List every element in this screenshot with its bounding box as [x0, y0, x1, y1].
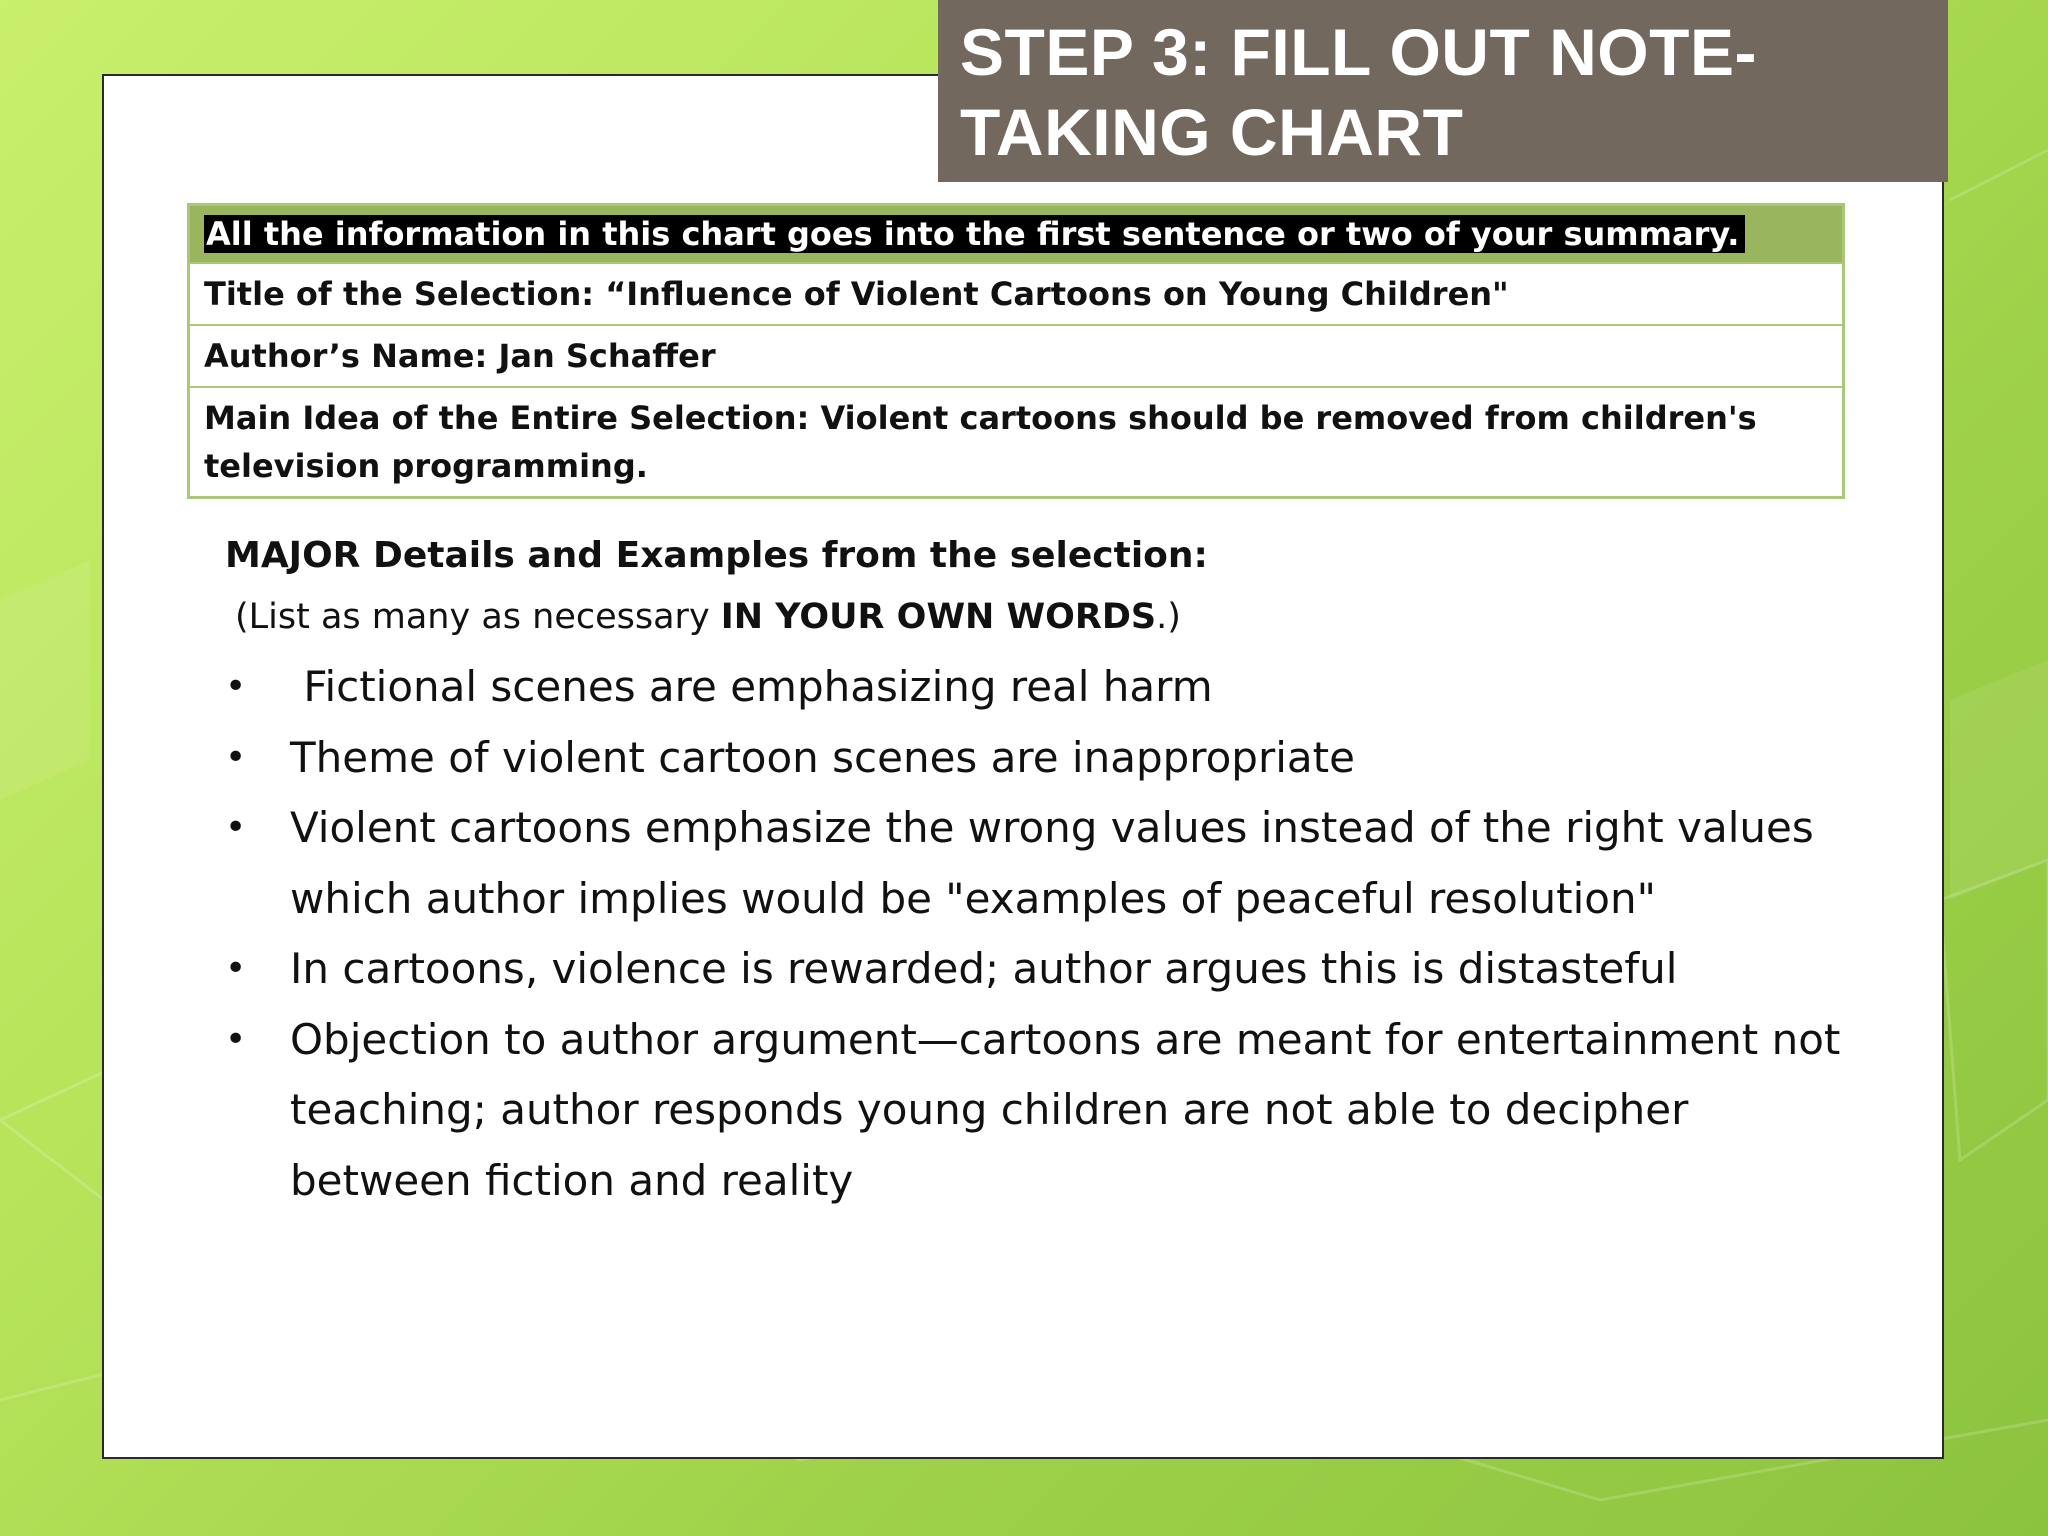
- list-item: [225, 934, 1865, 1005]
- list-item: [225, 723, 1865, 794]
- major-details-section: [225, 526, 1865, 1216]
- list-item-text: Objection to author argument—cartoons are meant for entertainment not teaching; author responds young children are not able to decipher between fiction and reality: [290, 1014, 1841, 1205]
- details-instructions-suffix: .): [1156, 597, 1181, 637]
- bullet-icon: •: [225, 666, 247, 707]
- slide-title-line-1: STEP 3: FILL OUT NOTE-: [960, 15, 1757, 89]
- chart-header-row: [190, 206, 1842, 264]
- details-bullet-list: [225, 652, 1865, 1216]
- bullet-icon: •: [225, 736, 247, 778]
- chart-author-row: Author’s Name: Jan Schaffer: [190, 326, 1842, 388]
- list-item-text: In cartoons, violence is rewarded; author argues this is distasteful: [290, 944, 1678, 993]
- list-item-text: Violent cartoons emphasize the wrong values instead of the right values which author implies would be "examples of peaceful resolution": [290, 803, 1814, 923]
- bullet-icon: •: [225, 807, 247, 848]
- chart-title-row: Title of the Selection: “Influence of Violent Cartoons on Young Children": [190, 264, 1842, 326]
- list-item-text: Fictional scenes are emphasizing real harm: [290, 662, 1213, 711]
- details-heading: MAJOR Details and Examples from the selection:: [225, 535, 1208, 576]
- details-instructions-emphasis: IN YOUR OWN WORDS: [720, 597, 1157, 637]
- list-item: [225, 652, 1865, 723]
- slide-title-line-2: TAKING CHART: [960, 95, 1464, 169]
- list-item: [225, 793, 1865, 934]
- bullet-icon: •: [225, 948, 247, 989]
- list-item: [225, 1005, 1865, 1217]
- chart-main-idea-row: Main Idea of the Entire Selection: Violent cartoons should be removed from children's television programming.: [204, 399, 1757, 485]
- details-instructions: [235, 586, 1865, 648]
- chart-header-text: All the information in this chart goes into the first sentence or two of your summary.: [204, 215, 1745, 253]
- list-item-text: Theme of violent cartoon scenes are inappropriate: [290, 732, 1355, 782]
- title-box: [938, 0, 1948, 182]
- bullet-icon: •: [225, 1018, 247, 1060]
- details-instructions-prefix: (List as many as necessary: [235, 597, 721, 637]
- note-taking-chart: [187, 203, 1845, 499]
